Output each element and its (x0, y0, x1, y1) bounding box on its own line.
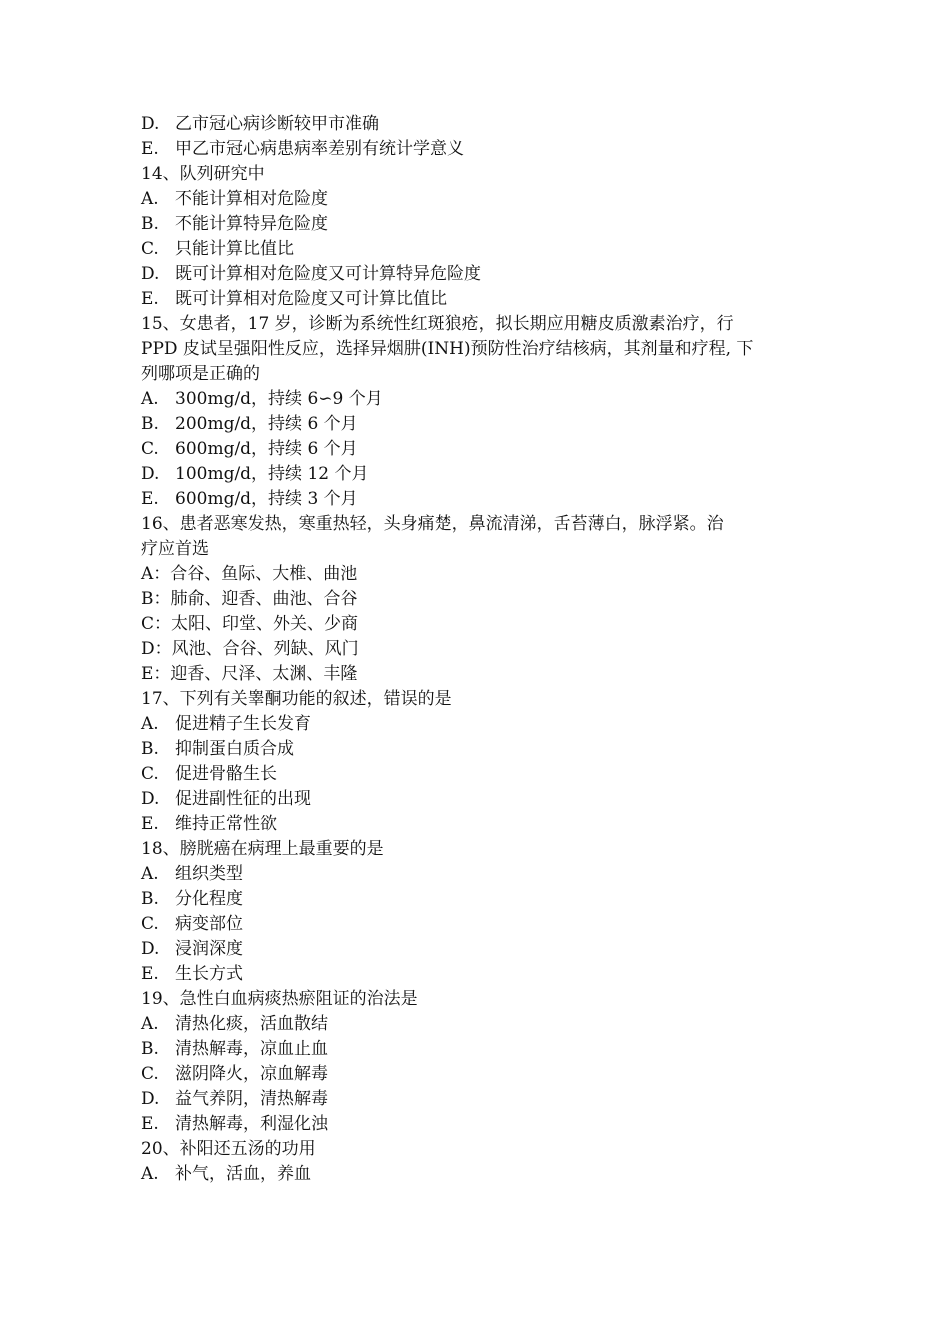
answer-option (141, 587, 811, 612)
option-letter: E. (141, 289, 159, 309)
answer-option (141, 1012, 811, 1037)
question-stem: 列哪项是正确的 (141, 364, 260, 384)
option-letter: D. (141, 789, 160, 809)
option-letter: A. (141, 1164, 159, 1184)
answer-option (141, 212, 811, 237)
option-letter: C： (141, 614, 172, 634)
option-text: 清热化痰，活血散结 (175, 1014, 328, 1034)
question-stem: 19、急性白血病痰热瘀阻证的治法是 (141, 989, 418, 1009)
option-letter: D. (141, 1089, 160, 1109)
answer-option (141, 487, 811, 512)
answer-option (141, 662, 811, 687)
option-text: 不能计算特异危险度 (175, 214, 328, 234)
question-block (141, 1137, 811, 1187)
question-block (141, 312, 811, 512)
question-stem: 14、队列研究中 (141, 164, 265, 184)
question-list (141, 162, 811, 1187)
option-text: 只能计算比值比 (175, 239, 294, 259)
answer-option (141, 1037, 811, 1062)
answer-option (141, 712, 811, 737)
option-text: 200mg/d，持续 6 个月 (175, 414, 358, 434)
question-stem: PPD 皮试呈强阳性反应，选择异烟肼(INH)预防性治疗结核病，其剂量和疗程, 下 (141, 339, 754, 359)
option-text: 迎香、尺泽、太渊、丰隆 (170, 664, 358, 684)
question-block (141, 987, 811, 1137)
option-text: 乙市冠心病诊断较甲市准确 (175, 114, 379, 134)
option-text: 合谷、鱼际、大椎、曲池 (170, 564, 358, 584)
option-letter: D： (141, 639, 172, 659)
option-text: 600mg/d，持续 6 个月 (175, 439, 358, 459)
option-letter: A. (141, 389, 159, 409)
answer-option (141, 187, 811, 212)
option-text: 促进精子生长发育 (175, 714, 311, 734)
option-text: 太阳、印堂、外关、少商 (171, 614, 359, 634)
question-block (141, 687, 811, 837)
option-text: 抑制蛋白质合成 (175, 739, 294, 759)
option-text: 浸润深度 (175, 939, 243, 959)
option-text: 既可计算相对危险度又可计算特异危险度 (175, 264, 481, 284)
option-text: 维持正常性欲 (175, 814, 277, 834)
continued-options (141, 112, 811, 162)
option-text: 组织类型 (175, 864, 243, 884)
option-letter: B. (141, 889, 159, 909)
answer-option (141, 437, 811, 462)
option-letter: E. (141, 1114, 159, 1134)
question-stem: 18、膀胱癌在病理上最重要的是 (141, 839, 384, 859)
answer-option (141, 412, 811, 437)
option-letter: B. (141, 414, 159, 434)
answer-option (141, 637, 811, 662)
answer-option (141, 787, 811, 812)
answer-option (141, 1087, 811, 1112)
option-letter: A. (141, 189, 159, 209)
option-text: 滋阴降火，凉血解毒 (175, 1064, 328, 1084)
option-letter: D. (141, 114, 160, 134)
option-letter: E. (141, 489, 159, 509)
answer-option (141, 1162, 811, 1187)
option-letter: E. (141, 964, 159, 984)
option-letter: B. (141, 739, 159, 759)
question-block (141, 837, 811, 987)
option-text: 清热解毒，利湿化浊 (175, 1114, 328, 1134)
option-text: 促进骨骼生长 (175, 764, 277, 784)
answer-option (141, 812, 811, 837)
option-text: 甲乙市冠心病患病率差别有统计学意义 (175, 139, 464, 159)
answer-option (141, 762, 811, 787)
option-text: 100mg/d，持续 12 个月 (175, 464, 369, 484)
option-text: 600mg/d，持续 3 个月 (175, 489, 358, 509)
answer-option (141, 562, 811, 587)
option-text: 清热解毒，凉血止血 (175, 1039, 328, 1059)
option-letter: C. (141, 764, 159, 784)
option-text: 肺俞、迎香、曲池、合谷 (170, 589, 358, 609)
answer-option (141, 387, 811, 412)
option-text: 益气养阴，清热解毒 (175, 1089, 328, 1109)
answer-option (141, 612, 811, 637)
answer-option (141, 1062, 811, 1087)
answer-option (141, 112, 811, 137)
answer-option (141, 462, 811, 487)
option-letter: C. (141, 1064, 159, 1084)
document-body (141, 112, 811, 1187)
question-stem: 17、下列有关睾酮功能的叙述，错误的是 (141, 689, 452, 709)
question-stem: 16、患者恶寒发热，寒重热轻，头身痛楚，鼻流清涕，舌苔薄白，脉浮紧。治 (141, 514, 724, 534)
option-letter: D. (141, 939, 160, 959)
answer-option (141, 237, 811, 262)
answer-option (141, 962, 811, 987)
option-letter: A. (141, 1014, 159, 1034)
option-text: 生长方式 (175, 964, 243, 984)
question-stem: 疗应首选 (141, 539, 209, 559)
option-letter: E. (141, 814, 159, 834)
option-letter: A. (141, 864, 159, 884)
option-text: 补气，活血，养血 (175, 1164, 311, 1184)
question-block (141, 162, 811, 312)
option-text: 既可计算相对危险度又可计算比值比 (175, 289, 447, 309)
option-text: 促进副性征的出现 (175, 789, 311, 809)
option-text: 不能计算相对危险度 (175, 189, 328, 209)
answer-option (141, 262, 811, 287)
option-letter: A. (141, 714, 159, 734)
option-text: 病变部位 (175, 914, 243, 934)
option-letter: D. (141, 464, 160, 484)
question-block (141, 512, 811, 687)
option-text: 分化程度 (175, 889, 243, 909)
question-stem: 20、补阳还五汤的功用 (141, 1139, 316, 1159)
answer-option (141, 737, 811, 762)
answer-option (141, 1112, 811, 1137)
answer-option (141, 287, 811, 312)
answer-option (141, 862, 811, 887)
option-letter: B： (141, 589, 171, 609)
option-letter: B. (141, 214, 159, 234)
answer-option (141, 912, 811, 937)
option-letter: E： (141, 664, 171, 684)
option-text: 风池、合谷、列缺、风门 (171, 639, 359, 659)
answer-option (141, 887, 811, 912)
option-letter: C. (141, 439, 159, 459)
option-letter: B. (141, 1039, 159, 1059)
option-letter: C. (141, 914, 159, 934)
option-letter: A： (141, 564, 171, 584)
option-letter: E. (141, 139, 159, 159)
answer-option (141, 137, 811, 162)
option-text: 300mg/d，持续 6∽9 个月 (175, 389, 383, 409)
question-stem: 15、女患者，17 岁，诊断为系统性红斑狼疮，拟长期应用糖皮质激素治疗，行 (141, 314, 734, 334)
answer-option (141, 937, 811, 962)
option-letter: D. (141, 264, 160, 284)
option-letter: C. (141, 239, 159, 259)
